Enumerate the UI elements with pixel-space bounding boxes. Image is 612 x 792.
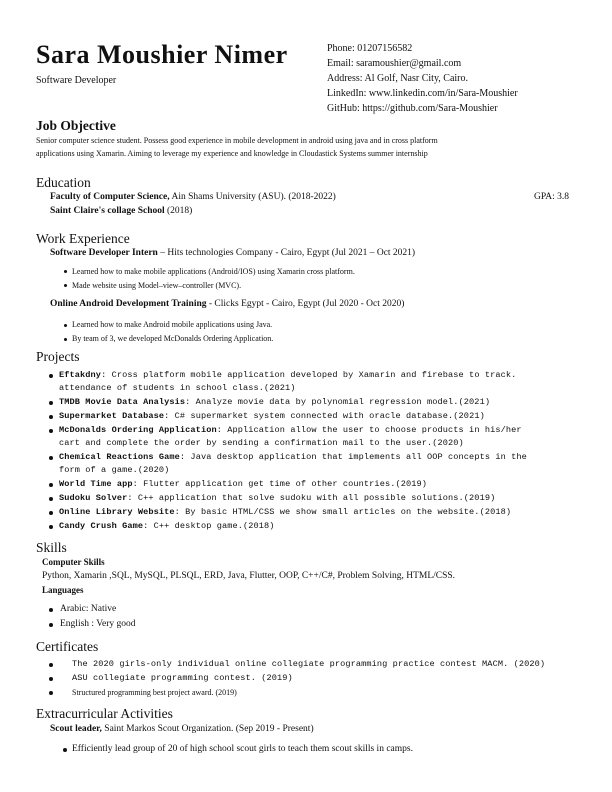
project-name: Supermarket Database [59,411,165,421]
project-name: World Time app [59,479,133,489]
education-gpa: GPA: 3.8 [534,192,570,202]
bullet-dot [64,338,67,341]
language-item: English : Very good [60,619,136,629]
job-bullet: Learned how to make mobile applications (Android/IOS) using Xamarin cross platform. [72,267,355,276]
objective-text-1: Senior computer science student. Possess good experience in mobile development in android using java and in cross platform [36,136,438,145]
bullet-dot [49,525,53,529]
bullet-dot [64,270,67,273]
bullet-dot [49,429,53,433]
education-detail: Ain Shams University (ASU). (2018-2022) [169,192,336,202]
computer-skills-list: Python, Xamarin ,SQL, MySQL, PLSQL, ERD, Java, Flutter, OOP, C++/C#, Problem Solving, HTML/CSS. [42,571,456,581]
project-desc: : By basic HTML/CSS we show small articles on the website.(2018) [174,507,512,517]
work-heading: Work Experience [36,231,130,246]
project-item [59,492,539,505]
education-item [50,192,336,202]
bullet-dot [49,415,53,419]
job-entry [50,299,404,309]
project-item [59,396,539,409]
email[interactable]: Email: saramoushier@gmail.com [327,58,462,69]
bullet-dot [49,497,53,501]
linkedin-link[interactable]: LinkedIn: www.linkedin.com/in/Sara-Moushier [327,88,518,99]
job-title: Online Android Development Training [50,299,207,309]
bullet-dot [49,511,53,515]
project-desc: : Analyze movie data by polynomial regression model.(2021) [185,397,491,407]
bullet-dot [49,401,53,405]
objective-heading: Job Objective [36,118,116,133]
education-heading: Education [36,175,91,190]
education-detail: (2018) [164,206,193,216]
project-item [59,520,539,533]
bullet-dot [64,324,67,327]
activity-detail: Saint Markos Scout Organization. (Sep 2019 - Present) [101,724,314,734]
project-name: Sudoku Solver [59,493,128,503]
github-link[interactable]: GitHub: https://github.com/Sara-Moushier [327,103,498,114]
skills-heading: Skills [36,540,67,555]
education-degree: Faculty of Computer Science, [50,192,170,202]
certificate-item: The 2020 girls-only individual online collegiate programming practice contest MACM. (2020) [72,659,546,669]
job-detail: – Hits technologies Company - Cairo, Egypt (Jul 2021 – Oct 2021) [157,248,416,258]
candidate-role: Software Developer [36,75,117,86]
bullet-dot [49,623,53,627]
education-item [50,206,192,216]
bullet-dot [49,677,53,681]
project-name: Chemical Reactions Game [59,452,180,462]
job-entry [50,248,415,258]
project-item [59,451,539,477]
project-desc-cont: form of a game.(2020) [59,465,170,475]
project-name: TMDB Movie Data Analysis [59,397,186,407]
project-item [59,478,539,491]
contact-block [327,41,518,116]
extracurricular-heading: Extracurricular Activities [36,706,173,721]
project-name: Candy Crush Game [59,521,144,531]
phone: Phone: 01207156582 [327,43,413,54]
project-name: McDonalds Ordering Application [59,425,217,435]
bullet-dot [64,284,67,287]
activity-entry [50,724,314,734]
bullet-dot [49,456,53,460]
languages-heading: Languages [42,585,84,595]
project-desc: : Cross platform mobile application developed by Xamarin and firebase to track. [101,370,517,380]
address: Address: Al Golf, Nasr City, Cairo. [327,73,469,84]
project-item [59,369,539,395]
certificate-item: Structured programming best project award. (2019) [72,688,237,697]
language-item: Arabic: Native [60,604,117,614]
job-bullet: Made website using Model–view–controller (MVC). [72,281,242,290]
bullet-dot [49,663,53,667]
certificate-item: ASU collegiate programming contest. (2019) [72,673,293,683]
project-desc: : Application allow the user to choose products in his/her [216,425,522,435]
bullet-dot [49,483,53,487]
objective-text-2: applications using Xamarin. Aiming to leverage my experience and knowledge in Cloudastick Systems summer internship [36,149,428,158]
project-desc: : C# supermarket system connected with oracle database.(2021) [164,411,485,421]
project-name: Eftakdny [59,370,102,380]
candidate-name: Sara Moushier Nimer [36,40,288,69]
project-item [59,410,539,423]
project-desc-cont: cart and complete the order by sending a confirmation mail to the user.(2020) [59,438,464,448]
activity-title: Scout leader, [50,724,102,734]
job-bullet: Learned how to make Android mobile applications using Java. [72,320,273,329]
project-desc: : Flutter application get time of other countries.(2019) [132,479,428,489]
project-desc: : C++ application that solve sudoku with all possible solutions.(2019) [127,493,496,503]
project-desc: : Java desktop application that implements all OOP concepts in the [179,452,527,462]
project-item [59,506,539,519]
bullet-dot [49,608,53,612]
project-desc: : C++ desktop game.(2018) [143,521,275,531]
education-school: Saint Claire's collage School [50,206,165,216]
bullet-dot [63,748,67,752]
projects-heading: Projects [36,349,80,364]
job-bullet: By team of 3, we developed McDonalds Ordering Application. [72,334,274,343]
activity-bullet: Efficiently lead group of 20 of high school scout girls to teach them scout skills in camps. [72,744,413,754]
bullet-dot [49,374,53,378]
project-name: Online Library Website [59,507,175,517]
computer-skills-heading: Computer Skills [42,557,105,567]
bullet-dot [49,691,53,695]
project-item [59,424,539,450]
job-title: Software Developer Intern [50,248,158,258]
certificates-heading: Certificates [36,639,99,654]
job-detail: - Clicks Egypt - Cairo, Egypt (Jul 2020 - Oct 2020) [206,299,405,309]
project-desc-cont: attendance of students in school class.(2021) [59,383,296,393]
